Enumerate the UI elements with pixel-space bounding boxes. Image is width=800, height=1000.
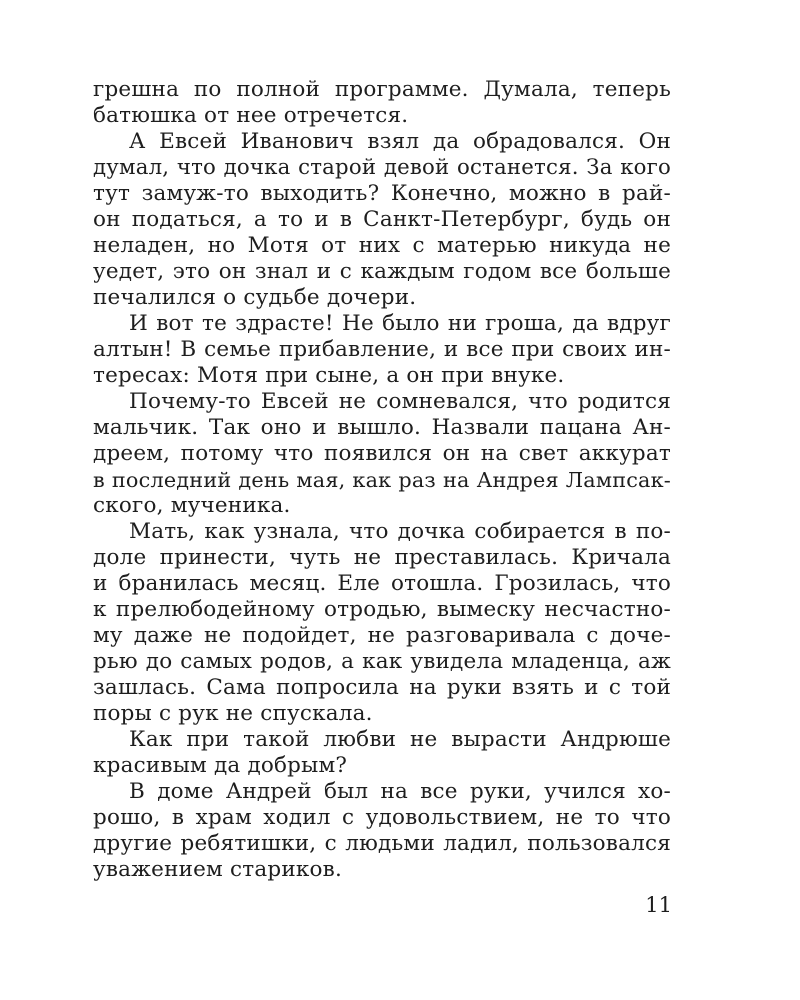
text-line: алтын! В семье прибавление, и все при своих ин- bbox=[93, 337, 671, 362]
text-line: дреем, потому что появился он на свет аккурат bbox=[93, 441, 671, 466]
text-line: и бранилась месяц. Еле отошла. Грозилась, что bbox=[93, 571, 671, 596]
text-line: И вот те здрасте! Не было ни гроша, да вдруг bbox=[129, 311, 671, 336]
text-line: мальчик. Так оно и вышло. Назвали пацана Ан- bbox=[93, 415, 671, 440]
text-line: к прелюбодейному отродью, вымеску несчастно- bbox=[93, 597, 671, 622]
text-line: ского, мученика. bbox=[93, 493, 291, 518]
text-line: уедет, это он знал и с каждым годом все больше bbox=[93, 259, 671, 284]
text-line: уважением стариков. bbox=[93, 857, 342, 882]
text-line: му даже не подойдет, не разговаривала с доче- bbox=[93, 623, 671, 648]
text-line: он податься, а то и в Санкт-Петербург, будь он bbox=[93, 207, 671, 232]
text-line: рью до самых родов, а как увидела младенца, аж bbox=[93, 649, 671, 674]
text-line: поры с рук не спускала. bbox=[93, 701, 373, 726]
text-line: батюшка от нее отречется. bbox=[93, 103, 409, 128]
text-line: рошо, в храм ходил с удовольствием, не то что bbox=[93, 805, 671, 830]
text-line: другие ребятишки, с людьми ладил, пользовался bbox=[93, 831, 671, 856]
text-line: В доме Андрей был на все руки, учился хо- bbox=[129, 779, 671, 804]
text-line: зашлась. Сама попросила на руки взять и с той bbox=[93, 675, 671, 700]
text-line: А Евсей Иванович взял да обрадовался. Он bbox=[129, 129, 671, 154]
text-line: красивым да добрым? bbox=[93, 753, 348, 778]
text-line: доле принести, чуть не преставилась. Кричала bbox=[93, 545, 671, 570]
body-text bbox=[93, 77, 671, 883]
text-line: Мать, как узнала, что дочка собирается в по- bbox=[129, 519, 671, 544]
text-line: в последний день мая, как раз на Андрея Лампсак- bbox=[93, 468, 671, 492]
page-number: 11 bbox=[645, 893, 672, 917]
text-line: неладен, но Мотя от них с матерью никуда не bbox=[93, 233, 671, 258]
text-line: печалился о судьбе дочери. bbox=[93, 285, 417, 310]
text-line: тут замуж-то выходить? Конечно, можно в рай- bbox=[93, 181, 671, 206]
text-line: грешна по полной программе. Думала, теперь bbox=[93, 77, 671, 102]
text-line: тересах: Мотя при сыне, а он при внуке. bbox=[93, 363, 565, 388]
text-line: думал, что дочка старой девой останется. За кого bbox=[93, 155, 671, 180]
text-line: Как при такой любви не вырасти Андрюше bbox=[129, 727, 671, 752]
text-line: Почему-то Евсей не сомневался, что родится bbox=[129, 389, 671, 414]
